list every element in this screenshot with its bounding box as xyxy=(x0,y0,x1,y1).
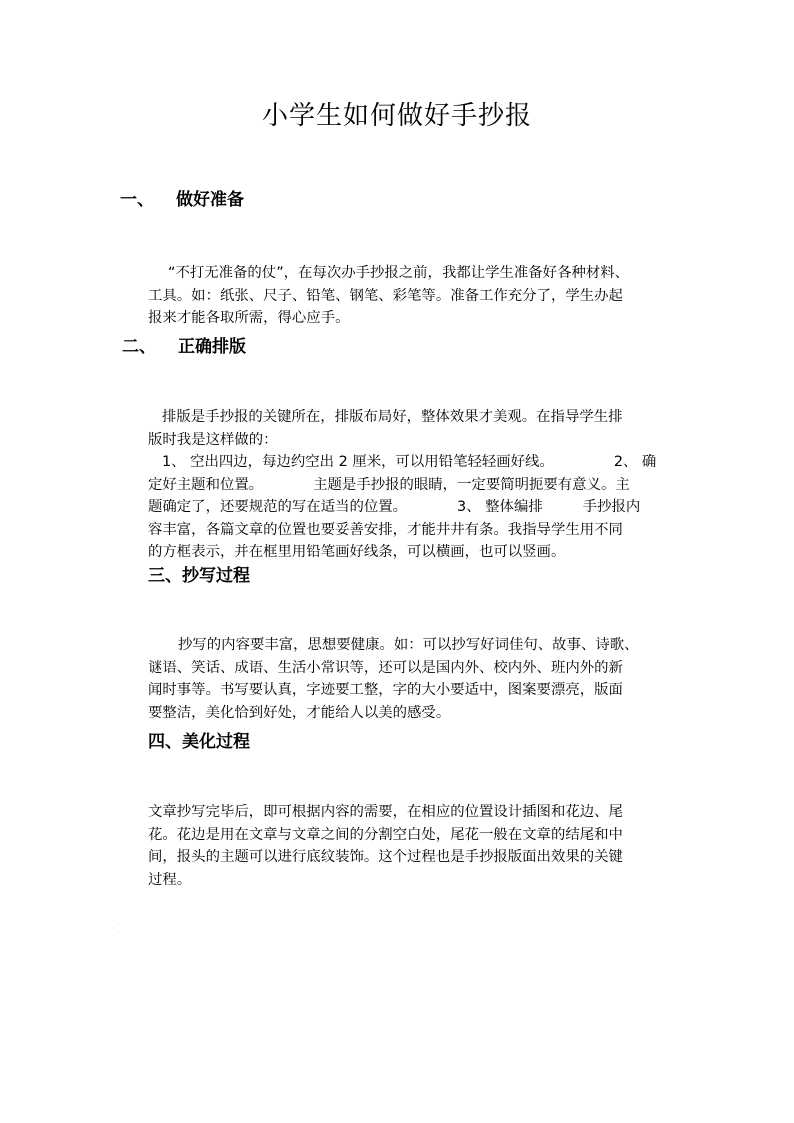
step-2-text: 主题是手抄报的眼睛，一定要简明扼要有意义。主 xyxy=(313,476,630,493)
body-line: 抄写的内容要丰富，思想要健康。如：可以抄写好词佳句、故事、诗歌、 xyxy=(178,637,639,653)
section-body-2 xyxy=(148,406,678,564)
body-line: 谜语、笑话、成语、生活小常识等，还可以是国内外、校内外、班内外的新 xyxy=(148,659,623,676)
body-line: 过程。 xyxy=(148,871,192,888)
section-title-2: 正确排版 xyxy=(178,337,246,357)
section-body-4 xyxy=(148,801,678,891)
step-2-text-end: 题确定了，还要规范的写在适当的位置。 xyxy=(148,499,408,515)
section-number-1: 一、 xyxy=(120,190,154,210)
body-line: 容丰富，各篇文章的位置也要妥善安排，才能井井有条。我指导学生用不同 xyxy=(148,521,623,538)
step-2-title: 定好主题和位置。 xyxy=(148,476,264,493)
section-body-1 xyxy=(148,262,678,330)
body-line: 间，报头的主题可以进行底纹装饰。这个过程也是手抄报版面出效果的关键 xyxy=(148,849,623,865)
body-line: 文章抄写完毕后，即可根据内容的需要，在相应的位置设计插图和花边、尾 xyxy=(148,804,623,820)
section-number-4: 四、 xyxy=(148,732,182,752)
step-3-title: 3、 整体编排 xyxy=(457,499,543,515)
section-heading-3 xyxy=(148,564,250,588)
body-line xyxy=(148,451,678,474)
section-body-3 xyxy=(148,634,678,724)
section-title-4: 美化过程 xyxy=(182,732,250,752)
body-line: “不打无准备的仗”，在每次办手抄报之前，我都让学生准备好各种材料、 xyxy=(168,265,630,281)
section-title-3: 抄写过程 xyxy=(182,566,250,586)
section-number-3: 三、 xyxy=(148,566,182,586)
step-2-lead: 2、 确 xyxy=(613,454,657,470)
document-title: 小学生如何做好手抄报 xyxy=(261,101,532,131)
section-title-1: 做好准备 xyxy=(176,190,244,210)
body-line: 闻时事等。书写要认真，字迹要工整，字的大小要适中，图案要漂亮，版面 xyxy=(148,682,623,698)
body-line: 花。花边是用在文章与文章之间的分割空白处，尾花一般在文章的结尾和中 xyxy=(148,826,623,843)
body-line: 要整洁，美化恰到好处，才能给人以美的感受。 xyxy=(148,704,451,721)
body-line xyxy=(148,474,678,497)
body-line: 的方框表示，并在框里用铅笔画好线条，可以横画，也可以竖画。 xyxy=(148,544,566,560)
section-number-2: 二、 xyxy=(122,337,156,357)
body-line: 排版是手抄报的关键所在，排版布局好，整体效果才美观。在指导学生排 xyxy=(162,409,623,425)
step-3-lead: 手抄报内 xyxy=(582,499,641,515)
section-heading-4 xyxy=(148,730,250,754)
faint-dots: . . xyxy=(118,920,180,934)
body-line: 报来才能各取所需，得心应手。 xyxy=(148,310,350,326)
body-line: 版时我是这样做的： xyxy=(148,431,278,448)
body-line: 工具。如：纸张、尺子、铅笔、钢笔、彩笔等。准备工作充分了，学生办起 xyxy=(148,287,623,304)
section-heading-1 xyxy=(120,188,244,212)
body-line xyxy=(148,496,678,519)
step-1-text: 1、 空出四边，每边约空出 2 厘米，可以用铅笔轻轻画好线。 xyxy=(162,454,554,470)
section-heading-2 xyxy=(122,335,246,359)
